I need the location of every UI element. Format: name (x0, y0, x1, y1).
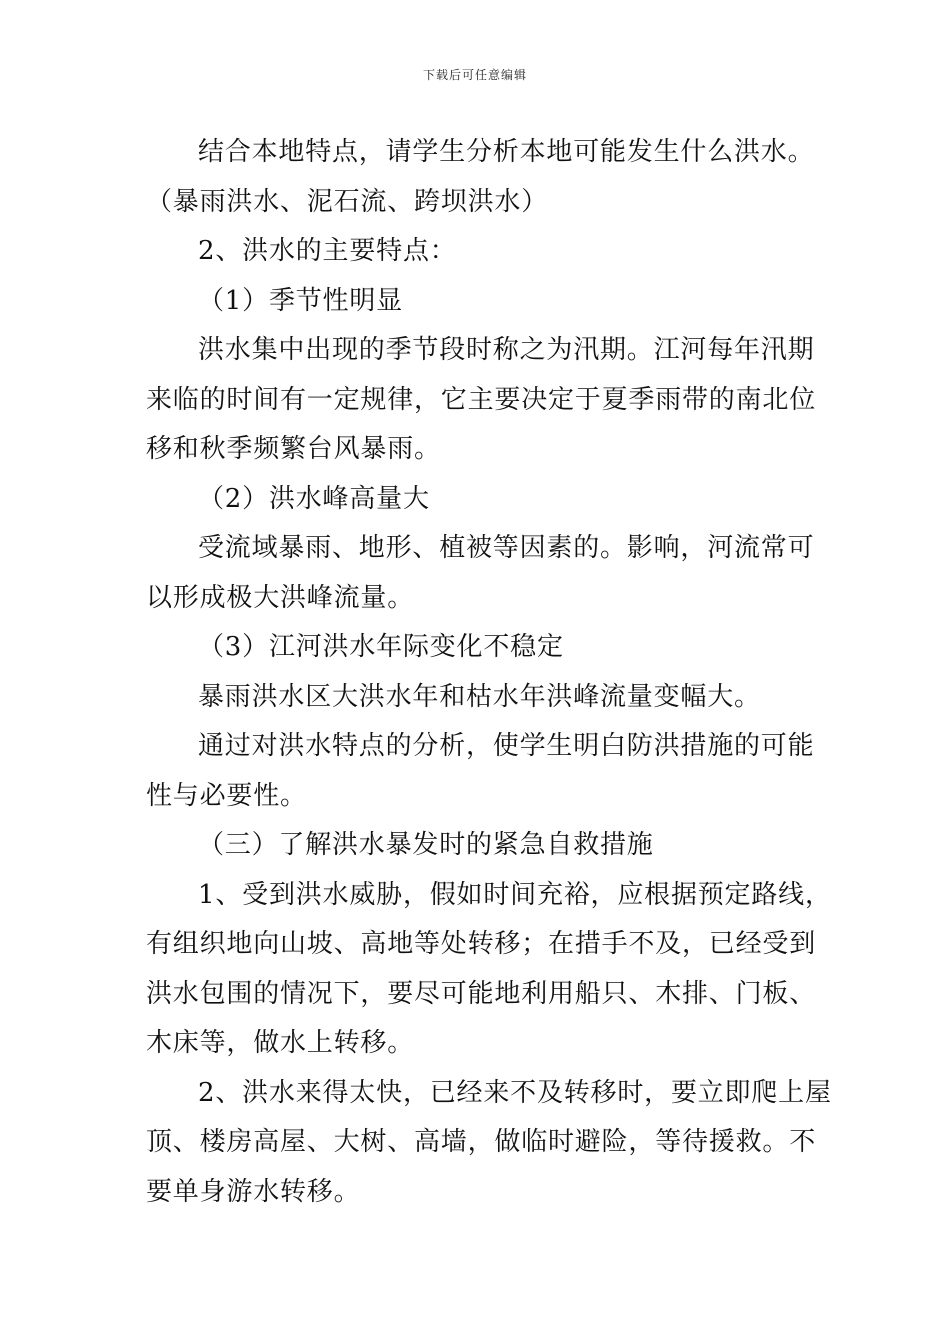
subsection-heading: （3）江河洪水年际变化不稳定 (198, 632, 564, 662)
paragraph-line: 结合本地特点，请学生分析本地可能发生什么洪水。 (198, 137, 815, 167)
section-heading: （三）了解洪水暴发时的紧急自救措施 (198, 830, 654, 860)
paragraph-line: 顶、楼房高屋、大树、高墙，做临时避险，等待援救。不 (146, 1127, 817, 1157)
page-header-note: 下载后可任意编辑 (422, 68, 527, 82)
paragraph-line: 洪水包围的情况下，要尽可能地利用船只、木排、门板、 (146, 978, 817, 1009)
paragraph-line: 移和秋季频繁台风暴雨。 (146, 434, 441, 464)
paragraph-line: 性与必要性。 (146, 780, 307, 811)
paragraph-line: 要单身游水转移。 (146, 1176, 361, 1207)
paragraph-line: （暴雨洪水、泥石流、跨坝洪水） (146, 186, 549, 217)
paragraph-line: 1、受到洪水威胁，假如时间充裕，应根据预定路线， (198, 879, 832, 910)
document-body (146, 128, 832, 1217)
subsection-heading: （1）季节性明显 (198, 285, 403, 316)
paragraph-line: 以形成极大洪峰流量。 (146, 582, 415, 613)
section-heading: 2、洪水的主要特点： (198, 236, 457, 266)
paragraph-line: 洪水集中出现的季节段时称之为汛期。江河每年汛期 (198, 335, 815, 365)
paragraph-line: 木床等，做水上转移。 (146, 1028, 415, 1058)
paragraph-line: 2、洪水来得太快，已经来不及转移时，要立即爬上屋 (198, 1077, 832, 1108)
paragraph-line: 有组织地向山坡、高地等处转移；在措手不及，已经受到 (146, 929, 817, 959)
paragraph-line: 受流域暴雨、地形、植被等因素的。影响，河流常可 (198, 533, 815, 563)
subsection-heading: （2）洪水峰高量大 (198, 483, 430, 514)
paragraph-line: 来临的时间有一定规律，它主要决定于夏季雨带的南北位 (146, 384, 817, 415)
paragraph-line: 暴雨洪水区大洪水年和枯水年洪峰流量变幅大。 (198, 681, 761, 712)
paragraph-line: 通过对洪水特点的分析，使学生明白防洪措施的可能 (198, 731, 815, 761)
